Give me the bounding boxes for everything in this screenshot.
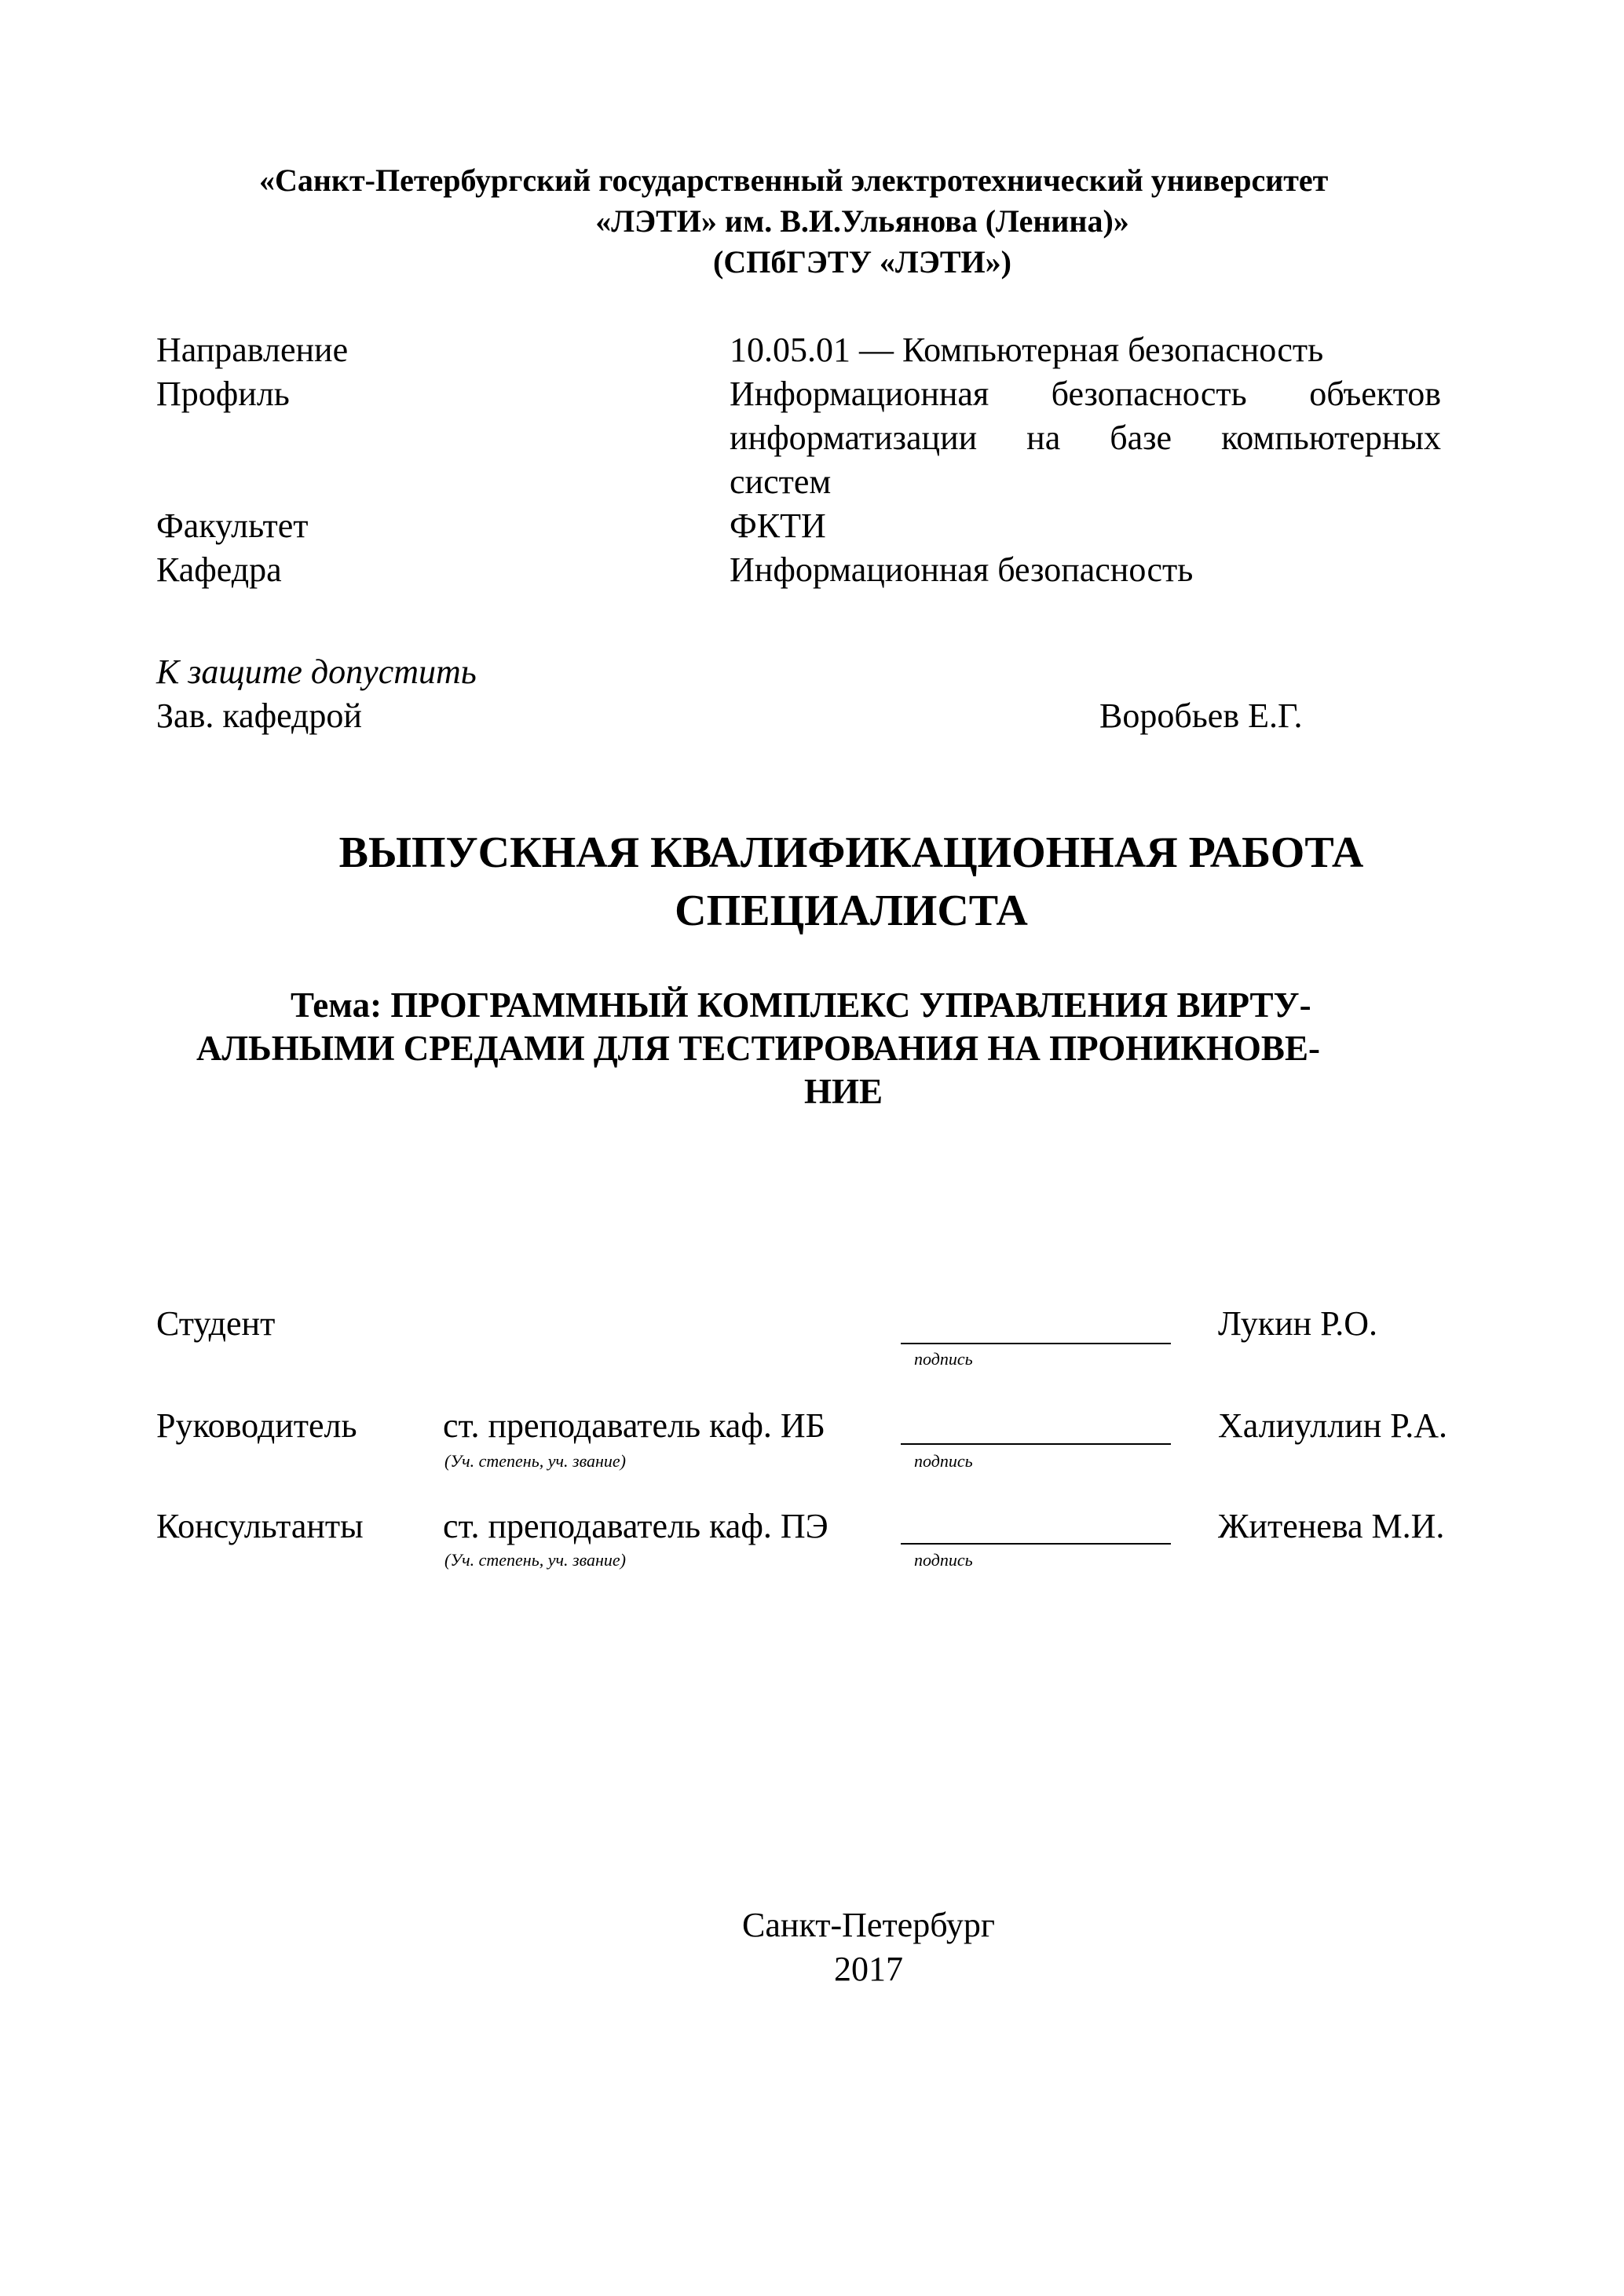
supervisor-position: ст. преподаватель каф. ИБ: [443, 1406, 825, 1445]
head-of-department-name: Воробьев Е.Г.: [1099, 696, 1303, 735]
faculty-value: ФКТИ: [730, 506, 826, 545]
topic-line3: НИЕ: [803, 1072, 883, 1111]
topic-line2: АЛЬНЫМИ СРЕДАМИ ДЛЯ ТЕСТИРОВАНИЯ НА ПРОНИКНОВЕ-: [196, 1029, 1320, 1068]
supervisor-role: Руководитель: [156, 1406, 357, 1445]
footer-year: 2017: [834, 1950, 903, 1988]
student-role: Студент: [156, 1304, 276, 1343]
admit-label: К защите допустить: [156, 653, 477, 691]
university-name-line2: «ЛЭТИ» им. В.И.Ульянова (Ленина)»: [595, 203, 1129, 239]
document-title-line1: ВЫПУСКНАЯ КВАЛИФИКАЦИОННАЯ РАБОТА: [338, 828, 1364, 877]
direction-label: Направление: [156, 331, 349, 369]
direction-value: 10.05.01 — Компьютерная безопасность: [730, 331, 1324, 369]
consultant-position: ст. преподаватель каф. ПЭ: [443, 1507, 828, 1545]
consultant-signature-line: [901, 1543, 1171, 1545]
consultant-name: Житенева М.И.: [1218, 1507, 1445, 1545]
document-title-line2: СПЕЦИАЛИСТА: [675, 887, 1028, 935]
consultant-position-hint: (Уч. степень, уч. звание): [444, 1550, 626, 1570]
head-of-department-label: Зав. кафедрой: [156, 696, 362, 735]
supervisor-signature-hint: подпись: [914, 1451, 973, 1471]
supervisor-position-hint: (Уч. степень, уч. звание): [444, 1451, 626, 1471]
student-name: Лукин Р.О.: [1218, 1304, 1377, 1343]
student-signature-hint: подпись: [914, 1349, 973, 1369]
consultant-signature-hint: подпись: [914, 1550, 973, 1570]
topic-line1: Тема: ПРОГРАММНЫЙ КОМПЛЕКС УПРАВЛЕНИЯ ВИРТУ-: [291, 985, 1311, 1025]
profile-value-line3: систем: [730, 462, 832, 501]
footer-city: Санкт-Петербург: [742, 1906, 995, 1944]
supervisor-signature-line: [901, 1443, 1171, 1445]
consultant-role: Консультанты: [156, 1507, 364, 1545]
department-value: Информационная безопасность: [730, 550, 1194, 589]
supervisor-name: Халиуллин Р.А.: [1218, 1406, 1448, 1445]
student-signature-line: [901, 1343, 1171, 1344]
faculty-label: Факультет: [156, 506, 309, 545]
profile-value-line2: информатизации на базе компьютерных: [730, 419, 1441, 457]
department-label: Кафедра: [156, 550, 282, 589]
profile-label: Профиль: [156, 375, 290, 413]
university-abbr: (СПбГЭТУ «ЛЭТИ»): [713, 244, 1011, 280]
university-name-line1: «Санкт-Петербургский государственный электротехнический университет: [259, 163, 1329, 198]
profile-value-line1: Информационная безопасность объектов: [730, 375, 1441, 413]
